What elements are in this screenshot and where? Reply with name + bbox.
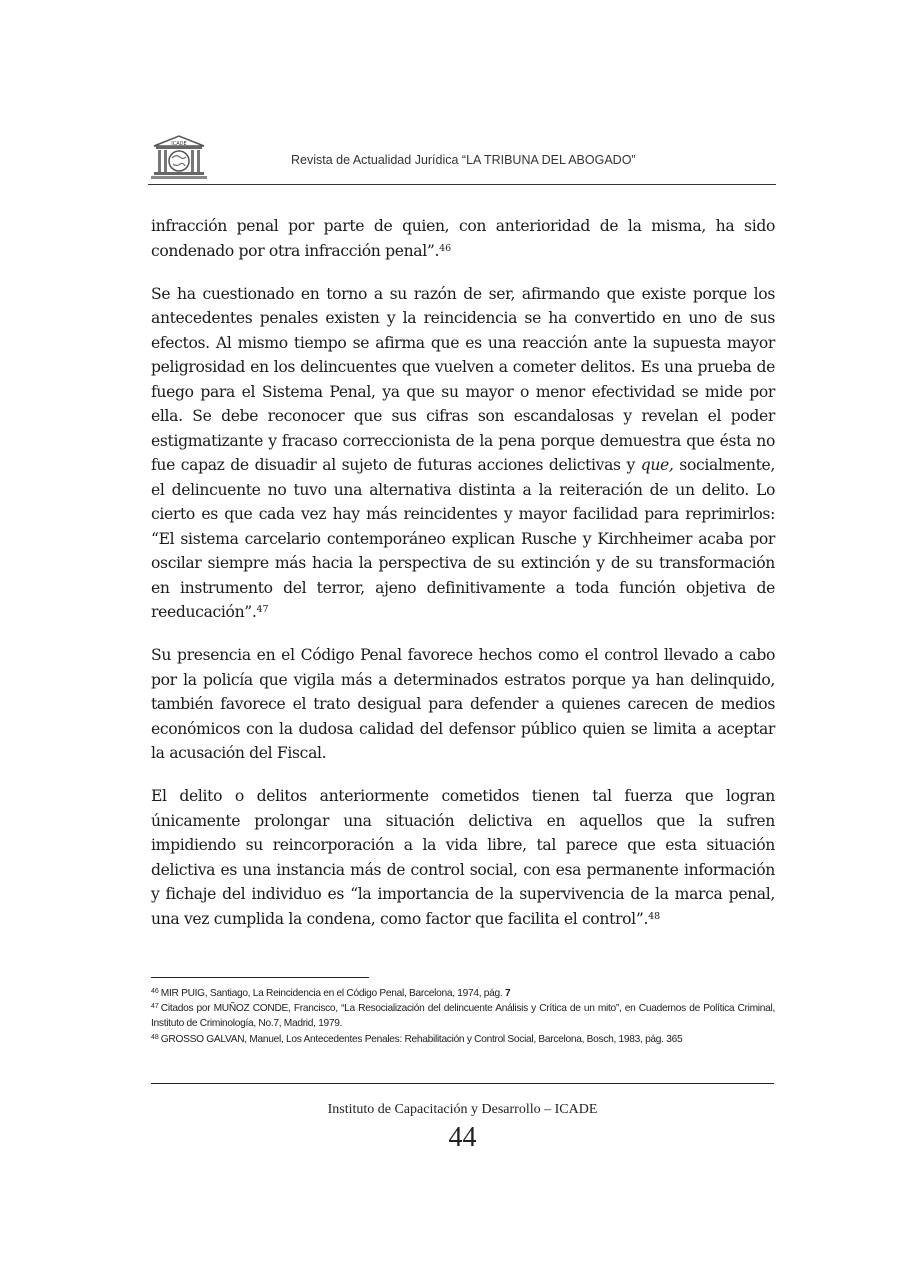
footnotes — [151, 986, 775, 1047]
journal-title: Revista de Actualidad Jurídica “LA TRIBUNA DEL ABOGADO” — [291, 153, 636, 167]
footnote-46 — [151, 986, 775, 1001]
footnote-separator — [151, 977, 369, 978]
page-header — [148, 128, 776, 185]
paragraph-2-text-b: socialmente, el delincuente no tuvo una alternativa distinta a la reiteración de un delito. Lo cierto es que cada vez hay más reincidentes y mayor facilidad para reprimirlos: “El sistema carcelario contemporáneo explican Rusche y Kirchheimer acaba por oscilar siempre más hacia la perspectiva de su extinción y de su transformación en instrumento del terror, ajeno definitivamente a toda función objetiva de reeducación”. — [151, 456, 776, 621]
footnote-ref-47: 47 — [256, 604, 269, 615]
footnote-47 — [151, 1001, 775, 1031]
paragraph-4 — [151, 784, 775, 931]
paragraph-2-text-a: Se ha cuestionado en torno a su razón de ser, afirmando que existe porque los antecedentes penales existen y la reincidencia se ha convertido en uno de sus efectos. Al mismo tiempo se afirma que es una reacción ante la supuesta mayor peligrosidad en los delincuentes que vuelven a cometer delitos. Es una prueba de fuego para el Sistema Penal, ya que su mayor o menor efectividad se mide por ella. Se debe reconocer que sus cifras son escandalosas y revelan el poder estigmatizante y fracaso correccionista de la pena porque demuestra que ésta no fue capaz de disuadir al sujeto de futuras acciones delictivas y — [151, 284, 775, 474]
paragraph-1 — [151, 214, 775, 263]
footnote-ref-46: 46 — [439, 242, 452, 254]
footnote-text: Citados por MUÑOZ CONDE, Francisco, “La Resocialización del delincuente Análisis y Crítica de un mito”, en Cuadernos de Política Criminal, Instituto de Criminología, No.7, Madrid, 1979. — [151, 1003, 775, 1030]
footnote-number: 47 — [151, 1003, 159, 1011]
paragraph-3-text: Su presencia en el Código Penal favorece hechos como el control llevado a cabo por la policía que vigila más a determinados estratos porque ya han delinquido, también favorece el trato desigual para defender a quienes carecen de medios económicos con la dudosa calidad del defensor público quien se limita a aceptar la acusación del Fiscal. — [151, 646, 775, 762]
footnote-page: 7 — [504, 988, 511, 999]
paragraph-2-italic: que, — [640, 456, 674, 474]
footer-separator — [151, 1083, 774, 1084]
paragraph-3 — [151, 643, 775, 766]
footnote-number: 46 — [151, 988, 159, 995]
footer-institution: Instituto de Capacitación y Desarrollo – ICADE — [327, 1102, 598, 1117]
logo-text: ICADE — [171, 141, 187, 147]
footnote-text: MIR PUIG, Santiago, La Reincidencia en el Código Penal, Barcelona, 1974, pág. — [160, 988, 505, 999]
footnote-48 — [151, 1032, 775, 1047]
footnote-ref-48: 48 — [648, 910, 661, 922]
paragraph-1-text: infracción penal por parte de quien, con anterioridad de la misma, ha sido condenado por otra infracción penal”. — [151, 217, 775, 260]
paragraph-2 — [151, 282, 775, 625]
article-body — [151, 214, 775, 950]
paragraph-4-text: El delito o delitos anteriormente cometidos tienen tal fuerza que logran únicamente prolongar una situación delictiva en aquellos que la sufren impidiendo su reincorporación a la vida libre, tal parece que esta situación delictiva es una instancia más de control social, con esa permanente información y fichaje del individuo es “la importancia de la supervivencia de la marca penal, una vez cumplida la condena, como factor que facilita el control”. — [151, 787, 775, 928]
page-number: 44 — [448, 1122, 477, 1153]
icade-temple-globe-logo — [148, 134, 210, 182]
footnote-number: 48 — [151, 1033, 159, 1041]
footnote-text: GROSSO GALVAN, Manuel, Los Antecedentes Penales: Rehabilitación y Control Social, Barcelona, Bosch, 1983, pág. 365 — [160, 1033, 683, 1045]
